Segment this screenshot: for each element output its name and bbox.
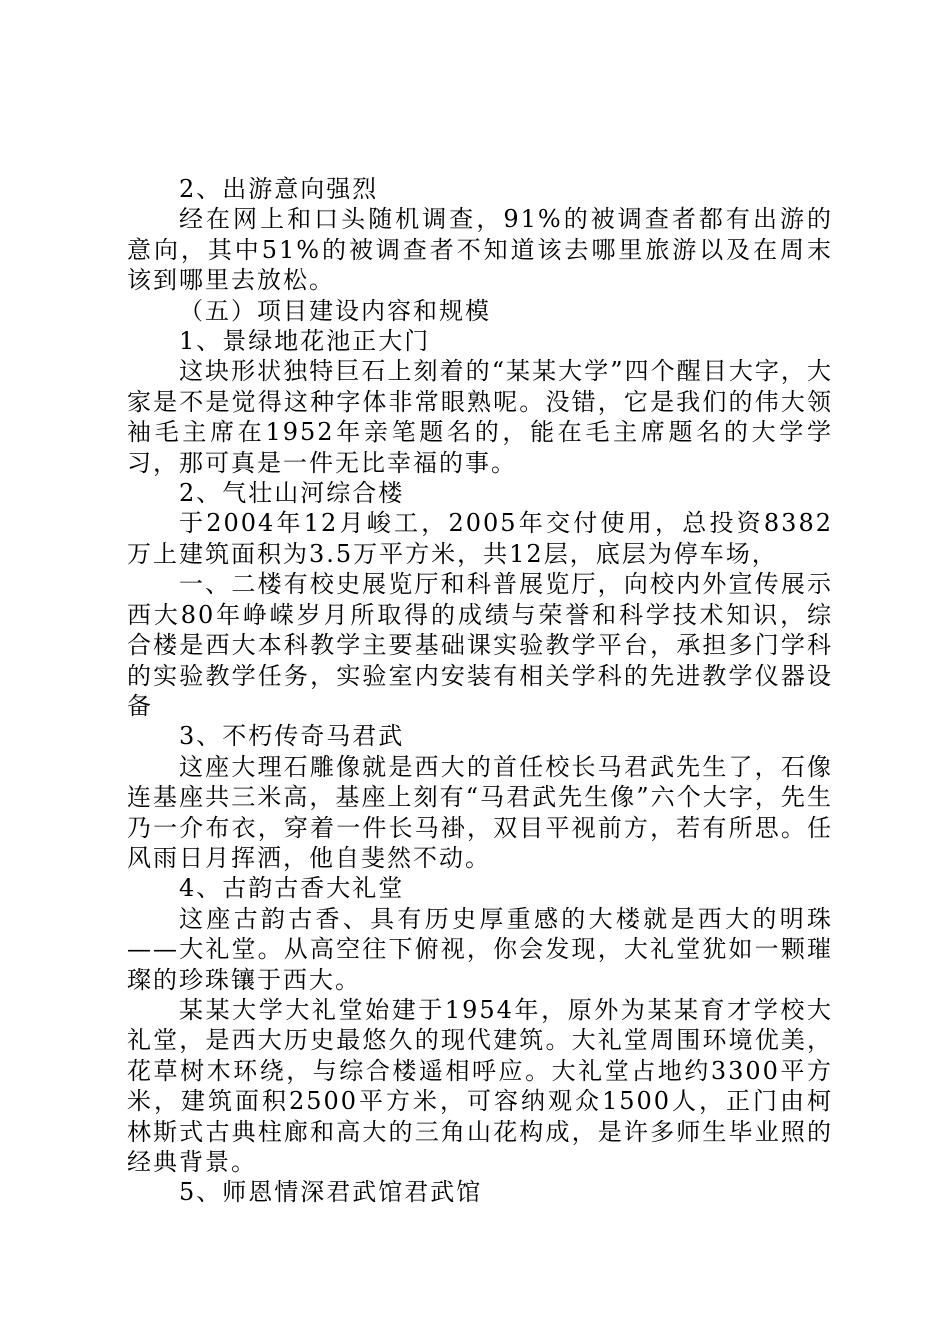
- section-heading: （五）项目建设内容和规模: [179, 296, 491, 325]
- paragraph: 一、二楼有校史展览厅和科普展览厅，向校内外宣传展示西大80年峥嵘岁月所取得的成绩与荣誉和科学技术知识，综合楼是西大本科教学主要基础课实验教学平台，承担多门学科的实验教学任务，实验室内安装有相关学科的先进教学仪器设备: [127, 570, 833, 720]
- paragraph: 某某大学大礼堂始建于1954年，原外为某某育才学校大礼堂，是西大历史最悠久的现代建筑。大礼堂周围环境优美，花草树木环绕，与综合楼遥相呼应。大礼堂占地约3300平方米，建筑面积2500平方米，可容纳观众1500人，正门由柯林斯式古典柱廊和高大的三角山花构成，是许多师生毕业照的经典背景。: [127, 995, 833, 1176]
- section-heading: 2、出游意向强烈: [179, 175, 379, 203]
- section-heading: 5、师恩情深君武馆君武馆: [179, 1178, 483, 1207]
- paragraph: 这座大理石雕像就是西大的首任校长马君武先生了，石像连基座共三米高，基座上刻有“马君武先生像”六个大字，先生乃一介布衣，穿着一件长马褂，双目平视前方，若有所思。任风雨日月挥洒，他自斐然不动。: [127, 752, 833, 872]
- paragraph: 这座古韵古香、具有历史厚重感的大楼就是西大的明珠——大礼堂。从高空往下俯视，你会发现，大礼堂犹如一颗璀璨的珍珠镶于西大。: [127, 904, 833, 994]
- section-heading: 1、景绿地花池正大门: [179, 327, 431, 356]
- section-heading: 4、古韵古香大礼堂: [179, 874, 405, 903]
- document-body: [127, 174, 833, 1208]
- paragraph: 这块形状独特巨石上刻着的“某某大学”四个醒目大字，大家是不是觉得这种字体非常眼熟呢。没错，它是我们的伟大领袖毛主席在1952年亲笔题名的，能在毛主席题名的大学学习，那可真是一件无比幸福的事。: [127, 357, 833, 477]
- paragraph: 于2004年12月峻工，2005年交付使用，总投资8382万上建筑面积为3.5万平方米，共12层，底层为停车场，: [127, 509, 833, 568]
- section-heading: 2、气壮山河综合楼: [179, 479, 405, 508]
- paragraph: 经在网上和口头随机调查，91%的被调查者都有出游的意向，其中51%的被调查者不知道该去哪里旅游以及在周末该到哪里去放松。: [127, 205, 833, 295]
- section-heading: 3、不朽传奇马君武: [179, 722, 405, 751]
